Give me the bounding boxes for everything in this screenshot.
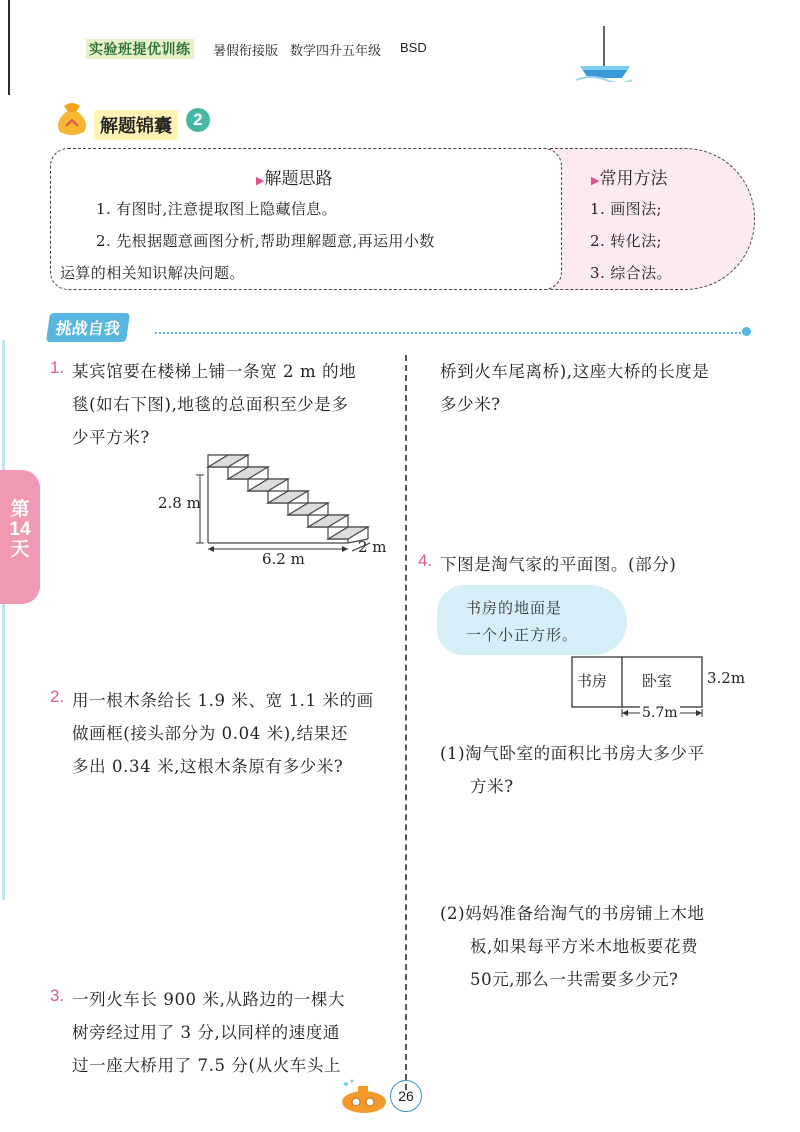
section-title: 解题锦囊 — [94, 110, 178, 140]
series-brand: 实验班提优训练 — [86, 39, 194, 59]
methods-heading — [591, 164, 667, 189]
q4-stem: 下图是淘气家的平面图。(部分) — [440, 555, 677, 574]
method-item-3: 3. 综合法。 — [590, 264, 672, 282]
edition-label: 暑假衔接版 — [213, 43, 279, 58]
day-tab-char-1: 第 — [10, 499, 30, 520]
question-number-4: 4. — [418, 551, 433, 570]
hint-line-2: 一个小正方形。 — [466, 626, 579, 644]
challenge-rule-dot — [742, 327, 751, 336]
triangle-bullet-icon: ▶ — [256, 175, 265, 187]
q4-sub2-line-3: 50元,那么一共需要多少元? — [470, 970, 679, 989]
question-number-3: 3. — [50, 986, 65, 1005]
thinking-title: 解题思路 — [264, 169, 333, 188]
series-code: BSD — [400, 40, 427, 55]
day-tab-char-2: 天 — [10, 539, 30, 560]
section-number-badge: 2 — [186, 108, 210, 132]
q2-line-3: 多出 0.34 米,这根木条原有多少米? — [72, 757, 344, 776]
room-bedroom-label: 卧室 — [642, 672, 673, 690]
thinking-line-2a: 2. 先根据题意画图分析,帮助理解题意,再运用小数 — [96, 232, 435, 250]
lucky-bag-icon — [52, 98, 92, 136]
q1-fig-height-label: 2.8 m — [158, 494, 201, 512]
question-number-1: 1. — [50, 358, 65, 377]
thinking-line-1: 1. 有图时,注意提取图上隐藏信息。 — [96, 200, 338, 218]
subject-label: 数学四升五年级 — [290, 43, 382, 58]
thinking-heading — [256, 164, 332, 189]
q3-line-3: 过一座大桥用了 7.5 分(从火车头上 — [72, 1056, 342, 1075]
q1-line-2: 毯(如右下图),地毯的总面积至少是多 — [72, 395, 349, 414]
q4-sub2-line-2: 板,如果每平方米木地板要花费 — [470, 937, 699, 956]
q1-fig-width-label: 2 m — [358, 538, 387, 556]
q4-sub1-line-1: (1)淘气卧室的面积比书房大多少平 — [440, 744, 705, 763]
thinking-line-2b: 运算的相关知识解决问题。 — [60, 264, 245, 282]
q3-line-1: 一列火车长 900 米,从路边的一棵大 — [72, 990, 346, 1009]
q4-fig-height-label: 3.2m — [707, 669, 746, 687]
q3-cont-line-2: 多少米? — [440, 395, 501, 414]
page-edge-rule — [8, 0, 10, 95]
methods-title: 常用方法 — [599, 169, 668, 188]
q1-line-1: 某宾馆要在楼梯上铺一条宽 2 m 的地 — [72, 362, 357, 381]
q1-line-3: 少平方米? — [72, 428, 150, 447]
q2-line-1: 用一根木条给长 1.9 米、宽 1.1 米的画 — [72, 691, 374, 710]
side-accent-line — [2, 340, 5, 900]
q4-sub1-line-2: 方米? — [470, 777, 514, 796]
q2-line-2: 做画框(接头部分为 0.04 米),结果还 — [72, 724, 348, 743]
challenge-dotted-rule — [155, 332, 745, 334]
q4-fig-length-label: 5.7m — [642, 705, 678, 721]
challenge-banner: 挑战自我 — [46, 313, 130, 342]
question-number-2: 2. — [50, 687, 65, 706]
method-item-1: 1. 画图法; — [590, 200, 662, 218]
sailboat-icon — [572, 24, 634, 82]
submarine-icon — [338, 1078, 394, 1118]
day-tab-number: 14 — [9, 519, 31, 540]
q3-line-2: 树旁经过用了 3 分,以同样的速度通 — [72, 1023, 341, 1042]
method-item-2: 2. 转化法; — [590, 232, 662, 250]
column-divider — [405, 355, 407, 1090]
day-tab-text — [6, 500, 34, 560]
hint-line-1: 书房的地面是 — [466, 599, 563, 617]
q3-cont-line-1: 桥到火车尾离桥),这座大桥的长度是 — [440, 362, 710, 381]
q1-fig-length-label: 6.2 m — [262, 550, 305, 568]
page-number: 26 — [390, 1080, 422, 1112]
triangle-bullet-icon: ▶ — [591, 175, 600, 187]
room-study-label: 书房 — [577, 672, 608, 690]
q4-sub2-line-1: (2)妈妈准备给淘气的书房铺上木地 — [440, 904, 705, 923]
